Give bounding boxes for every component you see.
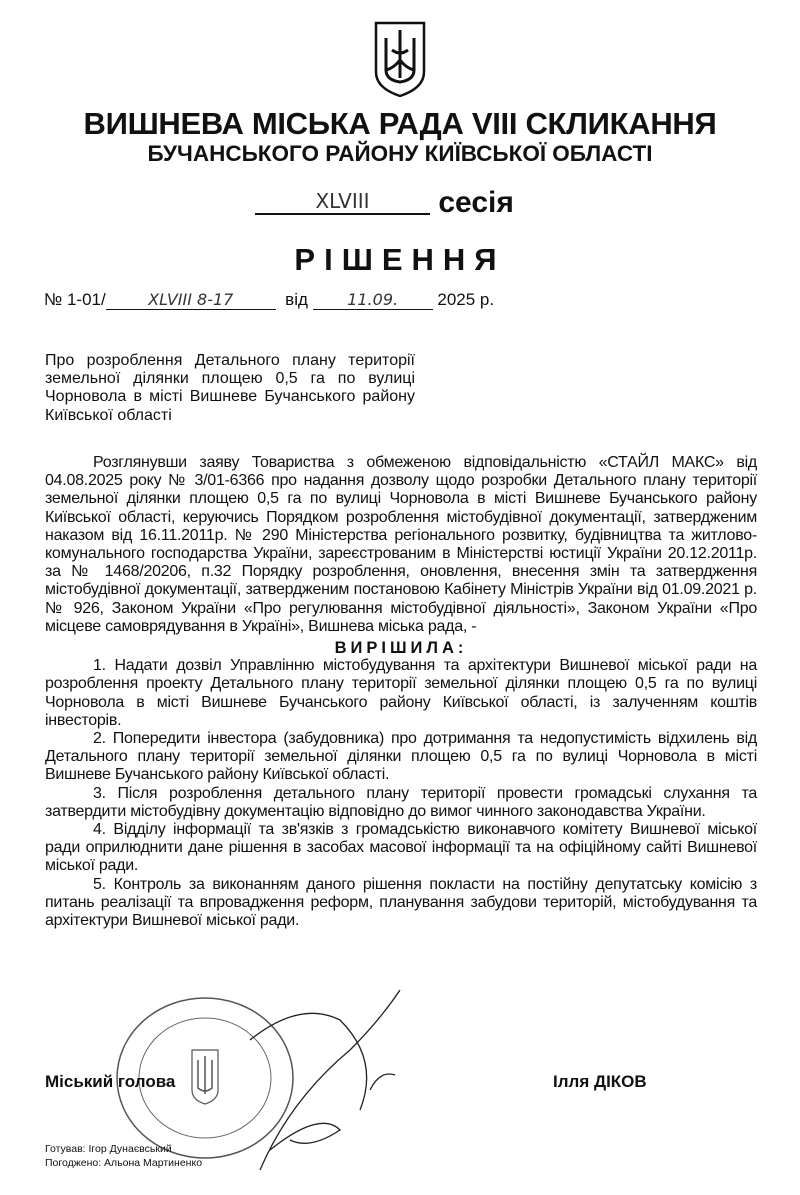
decision-body xyxy=(45,454,757,930)
decision-item: 4. Відділу інформації та зв'язків з громадськістю виконавчого комітету Вишневої міської ради оприлюднити дане рішення в засобах масової інформації та на офіційному сайті Вишневої міської ради. xyxy=(45,821,757,875)
decision-number: XLVIII 8-17 xyxy=(106,290,276,310)
decision-item: 5. Контроль за виконанням даного рішення покласти на постійну депутатську комісію з питань реалізації та впровадження реформ, планування забудови територій, містобудування та архітектури Вишневої міської ради. xyxy=(45,875,757,930)
decision-item: 3. Після розроблення детального плану території провести громадські слухання та затвердити містобудівну документацію відповідно до вимог чинного законодавства України. xyxy=(45,784,757,820)
coat-of-arms-trident-icon xyxy=(372,20,428,98)
decision-number-line xyxy=(44,290,494,310)
decision-item: 2. Попередити інвестора (забудовника) про дотримання та недопустимість відхилень від Детального плану території земельної ділянки площею 0,5 га по вулиці Чорновола в місті Вишневе Бучанського району Київської області. xyxy=(45,730,757,784)
session-label: сесія xyxy=(438,186,514,219)
document-type-title: РІШЕННЯ xyxy=(294,242,506,277)
handwritten-signature xyxy=(230,980,430,1180)
session-number: XLVIII xyxy=(255,189,430,215)
decision-year: 2025 р. xyxy=(437,290,495,309)
decision-subject: Про розроблення Детального плану території земельної ділянки площею 0,5 га по вулиці Чорновола в місті Вишневе Бучанського району Київської області xyxy=(45,352,415,424)
session-line xyxy=(255,186,514,220)
preamble: Розглянувши заяву Товариства з обмеженою відповідальністю «СТАЙЛ МАКС» від 04.08.2025 року № 3/01-6366 про надання дозволу щодо розробки Детального плану території земельної ділянки площею 0,5 га по вулиці Чорновола в місті Вишневе Бучанського району Київської області, керуючись Порядком розроблення містобудівної документації, затвердженим наказом від 16.11.2011р. № 290 Міністерства регіонального розвитку, будівництва та житлово-комунального господарства України, зареєстрованим в Міністерстві юстиції України 20.12.2011р. за № 1468/20206, п.32 Порядку розроблення, оновлення, внесення змін та затвердження містобудівної документації, затвердженим постановою Кабінету Міністрів України від 01.09.2021 р. № 926, Законом України «Про регулювання містобудівної діяльності», Законом України «Про місцеве самоврядування в Україні», Вишнева міська рада, - xyxy=(45,454,757,635)
council-title: ВИШНЕВА МІСЬКА РАДА VIII СКЛИКАННЯ xyxy=(83,106,717,141)
district-title: БУЧАНСЬКОГО РАЙОНУ КИЇВСЬКОЇ ОБЛАСТІ xyxy=(147,141,653,166)
from-label: від xyxy=(285,290,308,309)
decision-item: 1. Надати дозвіл Управлінню містобудування та архітектури Вишневої міської ради на розроблення проекту Детального плану території земельної ділянки площею 0,5 га по вулиці Чорновола в місті Вишневе Бучанського району Київської області, із залученням коштів інвесторів. xyxy=(45,657,757,729)
decision-date: 11.09. xyxy=(313,290,433,310)
signatory-name: Ілля ДІКОВ xyxy=(553,1072,647,1091)
agreed-by: Погоджено: Альона Мартиненко xyxy=(45,1157,203,1169)
prepared-by: Готував: Ігор Дунаєвський xyxy=(45,1143,172,1155)
decided-heading: ВИРІШИЛА: xyxy=(334,639,468,658)
number-prefix: № 1-01/ xyxy=(44,290,106,309)
signatory-position: Міський голова xyxy=(45,1072,176,1091)
